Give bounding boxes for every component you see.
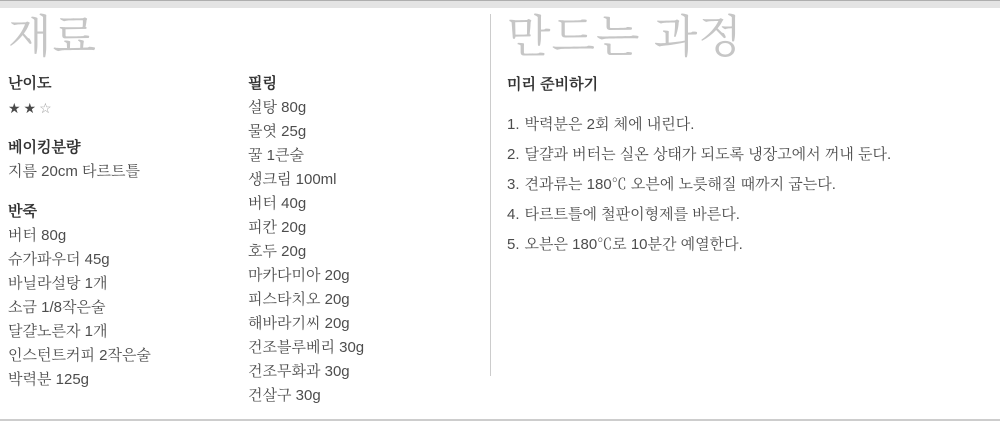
prep-step <box>507 170 987 200</box>
ingredient-item: 소금 1/8작은술 <box>8 299 106 316</box>
ingredient-item: 피칸 20g <box>248 219 307 236</box>
top-divider-bar <box>0 0 1000 8</box>
ingredient-item: 꿀 1큰술 <box>248 147 304 164</box>
ingredient-item: 건살구 30g <box>248 387 321 404</box>
star-filled-icon: ★★ <box>8 100 40 116</box>
ingredient-item: 마카다미아 20g <box>248 267 350 284</box>
step-text: 견과류는 180℃ 오븐에 노릇해질 때까지 굽는다. <box>524 176 836 193</box>
prep-step <box>507 140 987 170</box>
ingredient-item: 호두 20g <box>248 243 307 260</box>
ingredients-title: 재료 <box>8 11 97 62</box>
ingredient-item: 박력분 125g <box>8 371 90 388</box>
yield-value: 지름 20cm 타르트틀 <box>8 163 140 180</box>
prep-heading: 미리 준비하기 <box>507 76 599 93</box>
difficulty-group <box>8 72 243 120</box>
ingredient-item: 버터 40g <box>248 195 307 212</box>
ingredients-column-1 <box>8 72 243 408</box>
prep-steps-list <box>507 110 987 260</box>
dough-heading: 반죽 <box>8 203 37 220</box>
step-number: 1. <box>507 116 520 133</box>
prep-step <box>507 230 987 260</box>
difficulty-rating <box>8 96 243 120</box>
step-text: 박력분은 2회 체에 내린다. <box>524 116 695 133</box>
ingredient-item: 설탕 80g <box>248 99 307 116</box>
ingredient-item: 슈가파우더 45g <box>8 251 110 268</box>
dough-group <box>8 200 243 392</box>
star-empty-icon: ☆ <box>39 100 55 116</box>
ingredient-item: 해바라기씨 20g <box>248 315 350 332</box>
ingredient-item: 달걀노른자 1개 <box>8 323 108 340</box>
filling-group <box>248 72 483 408</box>
ingredient-item: 건조무화과 30g <box>248 363 350 380</box>
step-number: 4. <box>507 206 520 223</box>
bottom-divider-line <box>0 419 1000 421</box>
ingredient-item: 바닐라설탕 1개 <box>8 275 108 292</box>
ingredient-item: 버터 80g <box>8 227 67 244</box>
ingredient-item: 피스타치오 20g <box>248 291 350 308</box>
filling-heading: 필링 <box>248 75 277 92</box>
step-number: 3. <box>507 176 520 193</box>
step-text: 타르트틀에 철판이형제를 바른다. <box>524 206 740 223</box>
ingredient-item: 건조블루베리 30g <box>248 339 365 356</box>
difficulty-heading: 난이도 <box>8 75 52 92</box>
prep-step <box>507 200 987 230</box>
ingredient-item: 물엿 25g <box>248 123 307 140</box>
process-title: 만드는 과정 <box>507 11 743 62</box>
step-text: 오븐은 180℃로 10분간 예열한다. <box>524 236 743 253</box>
yield-heading: 베이킹분량 <box>8 139 81 156</box>
step-number: 2. <box>507 146 520 163</box>
step-number: 5. <box>507 236 520 253</box>
step-text: 달걀과 버터는 실온 상태가 되도록 냉장고에서 꺼내 둔다. <box>524 146 892 163</box>
prep-step <box>507 110 987 140</box>
yield-group <box>8 136 243 184</box>
ingredients-column-2 <box>248 72 483 424</box>
section-vertical-divider <box>490 14 491 376</box>
process-section <box>507 73 987 260</box>
ingredient-item: 인스턴트커피 2작은술 <box>8 347 151 364</box>
ingredient-item: 생크림 100ml <box>248 171 337 188</box>
